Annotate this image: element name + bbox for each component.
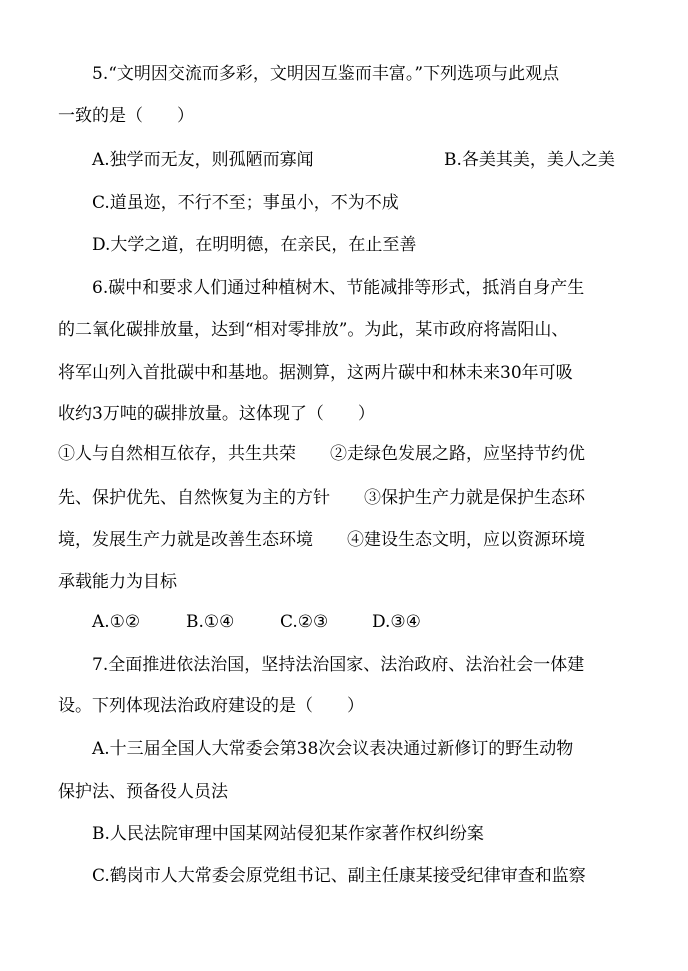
q7-stem-line-1: 7.全面推进依法治国，坚持法治国家、法治政府、法治社会一体建 — [92, 655, 585, 675]
q5-option-c: C.道虽迩，不行不至；事虽小，不为不成 — [92, 193, 399, 213]
q7-option-a-line-2: 保护法、预备役人员法 — [58, 782, 228, 802]
q6-items-line-4: 承载能力为目标 — [58, 572, 177, 592]
q6-options-row — [92, 610, 452, 634]
q5-option-b: B.各美其美，美人之美 — [444, 150, 615, 170]
q6-items-line-1: ①人与自然相互依存，共生共荣 ②走绿色发展之路，应坚持节约优 — [58, 444, 585, 464]
q7-option-b: B.人民法院审理中国某网站侵犯某作家著作权纠纷案 — [92, 824, 484, 844]
q5-stem-line-1: 5.“文明因交流而多彩，文明因互鉴而丰富。”下列选项与此观点 — [92, 64, 560, 84]
q7-stem-line-2: 设。下列体现法治政府建设的是（ ） — [58, 696, 364, 716]
q6-stem-line-4: 收约3万吨的碳排放量。这体现了（ ） — [58, 404, 375, 424]
q6-option-d: D.③④ — [372, 612, 421, 632]
q6-option-c: C.②③ — [280, 612, 329, 632]
q6-stem-line-1: 6.碳中和要求人们通过种植树木、节能减排等形式，抵消自身产生 — [92, 278, 585, 298]
q7-option-a-line-1: A.十三届全国人大常委会第38次会议表决通过新修订的野生动物 — [92, 739, 574, 759]
q5-stem-line-2: 一致的是（ ） — [58, 106, 194, 126]
q6-option-a: A.①② — [92, 612, 141, 632]
q6-items-line-3: 境，发展生产力就是改善生态环境 ④建设生态文明，应以资源环境 — [58, 530, 585, 550]
q6-stem-line-2: 的二氧化碳排放量，达到“相对零排放”。为此，某市政府将嵩阳山、 — [58, 320, 569, 340]
q6-stem-line-3: 将军山列入首批碳中和基地。据测算，这两片碳中和林未来30年可吸 — [58, 363, 573, 383]
q5-option-a: A.独学而无友，则孤陋而寡闻 — [92, 150, 314, 170]
q7-option-c: C.鹤岗市人大常委会原党组书记、副主任康某接受纪律审查和监察 — [92, 866, 586, 886]
q5-option-d: D.大学之道，在明明德，在亲民，在止至善 — [92, 235, 417, 255]
q6-option-b: B.①④ — [186, 612, 235, 632]
q6-items-line-2: 先、保护优先、自然恢复为主的方针 ③保护生产力就是保护生态环 — [58, 488, 585, 508]
